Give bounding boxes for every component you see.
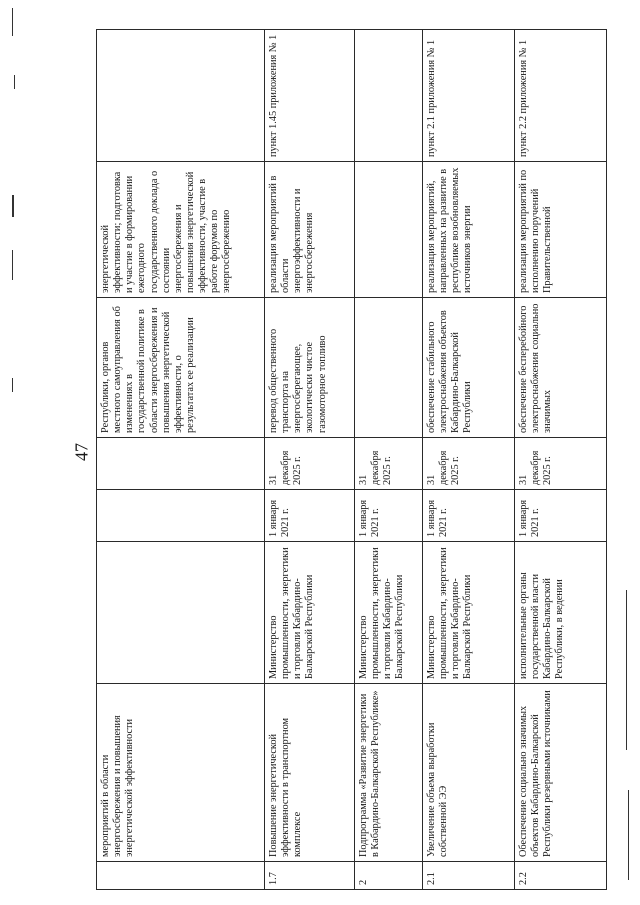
cell-measure-name: мероприятий в области энергосбережения и повышения энергетической эффективности bbox=[97, 684, 265, 862]
cell-expected-result: перевод общественного транспорта на энергосберегающее, экологически чистое газомоторное топливо bbox=[265, 298, 355, 438]
scan-artifact-line bbox=[12, 378, 13, 392]
cell-indicator bbox=[355, 162, 423, 298]
cell-expected-result bbox=[355, 298, 423, 438]
table-row bbox=[97, 30, 265, 890]
page-number: 47 bbox=[71, 443, 92, 461]
scan-artifact-line bbox=[14, 75, 15, 89]
cell-reference bbox=[97, 30, 265, 162]
cell-executor: Министерство промышленности, энергетики и торговли Кабардино-Балкарской Республики bbox=[355, 542, 423, 684]
table-row bbox=[423, 30, 515, 890]
cell-expected-result: обеспечение стабильного электроснабжения объектов Кабардино-Балкарской Республики bbox=[423, 298, 515, 438]
table-row bbox=[515, 30, 607, 890]
document-sheet bbox=[96, 30, 606, 890]
cell-measure-name: Обеспечение социально значимых объектов Кабардино-Балкарской Республики резервными источниками bbox=[515, 684, 607, 862]
cell-executor: исполнительные органы государственной власти Кабардино-Балкарской Республики, в ведении bbox=[515, 542, 607, 684]
cell-executor: Министерство промышленности, энергетики и торговли Кабардино-Балкарской Республики bbox=[423, 542, 515, 684]
cell-number: 1.7 bbox=[265, 862, 355, 890]
cell-reference bbox=[355, 30, 423, 162]
cell-executor bbox=[97, 542, 265, 684]
cell-end-date: 31 декабря 2025 г. bbox=[423, 438, 515, 490]
scan-artifact-line bbox=[12, 250, 13, 280]
cell-start-date: 1 января 2021 г. bbox=[355, 490, 423, 542]
cell-end-date: 31 декабря 2025 г. bbox=[515, 438, 607, 490]
cell-number: 2 bbox=[355, 862, 423, 890]
cell-expected-result: Республики, органов местного самоуправления об изменениях в государственной политике в области энергосбережения и повышения энергетической эффективности, о результатах ее реализации bbox=[97, 298, 265, 438]
cell-start-date: 1 января 2021 г. bbox=[515, 490, 607, 542]
cell-measure-name: Увеличение объема выработки собственной ЭЭ bbox=[423, 684, 515, 862]
scan-artifact-line bbox=[12, 8, 13, 36]
rotated-table-wrapper bbox=[96, 30, 606, 890]
table-row bbox=[355, 30, 423, 890]
cell-start-date bbox=[97, 490, 265, 542]
cell-reference: пункт 2.1 приложения № 1 bbox=[423, 30, 515, 162]
cell-end-date bbox=[97, 438, 265, 490]
measures-table bbox=[96, 29, 607, 890]
cell-reference: пункт 1.45 приложения № 1 bbox=[265, 30, 355, 162]
cell-indicator: энергетической эффективности; подготовка и участие в формировании ежегодного государственного доклада о состоянии энергосбережения и повышения энергетической эффективности, участие в работе форумов по энергосбережению bbox=[97, 162, 265, 298]
cell-start-date: 1 января 2021 г. bbox=[423, 490, 515, 542]
cell-measure-name: Подпрограмма «Развитие энергетики в Кабардино-Балкарской Республике» bbox=[355, 684, 423, 862]
scan-artifact-line bbox=[628, 790, 629, 880]
cell-start-date: 1 января 2021 г. bbox=[265, 490, 355, 542]
scan-artifact-line bbox=[626, 590, 627, 750]
cell-end-date: 31 декабря 2025 г. bbox=[265, 438, 355, 490]
scan-artifact-line bbox=[12, 195, 14, 217]
cell-indicator: реализация мероприятий, направленных на развитие в республике возобновляемых источников энергии bbox=[423, 162, 515, 298]
cell-reference: пункт 2.2 приложения № 1 bbox=[515, 30, 607, 162]
cell-measure-name: Повышение энергетической эффективности в транспортном комплексе bbox=[265, 684, 355, 862]
cell-executor: Министерство промышленности, энергетики и торговли Кабардино-Балкарской Республики bbox=[265, 542, 355, 684]
cell-indicator: реализация мероприятий по исполнению поручений Правительственной bbox=[515, 162, 607, 298]
cell-number: 2.2 bbox=[515, 862, 607, 890]
cell-number bbox=[97, 862, 265, 890]
cell-number: 2.1 bbox=[423, 862, 515, 890]
table-row bbox=[265, 30, 355, 890]
cell-indicator: реализация мероприятий в области энергоэффективности и энергосбережения bbox=[265, 162, 355, 298]
cell-end-date: 31 декабря 2025 г. bbox=[355, 438, 423, 490]
cell-expected-result: обеспечение бесперебойного электроснабжения социально значимых bbox=[515, 298, 607, 438]
